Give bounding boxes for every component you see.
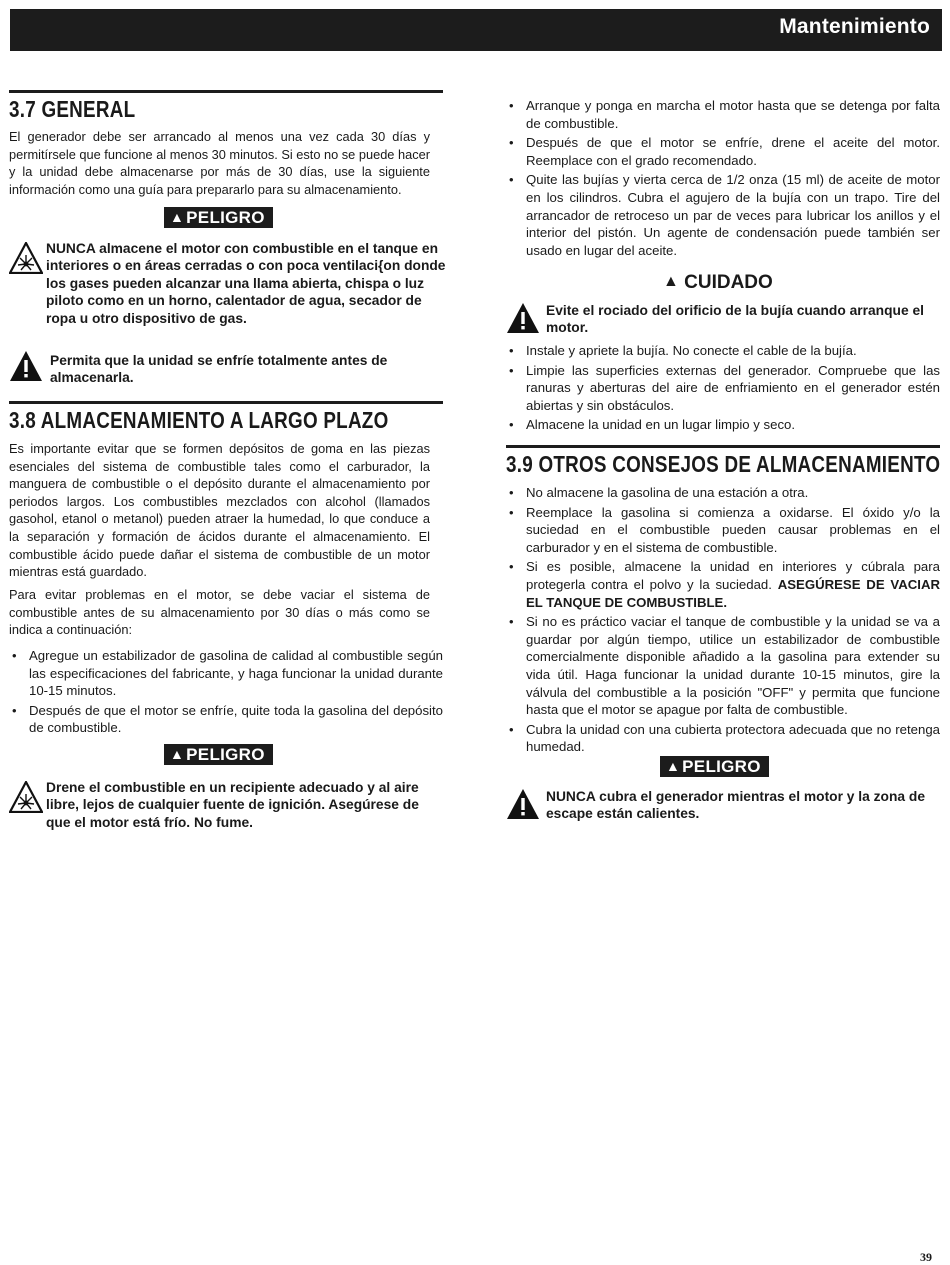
list-item: • No almacene la gasolina de una estación a otra.: [509, 485, 809, 500]
header-bar: [10, 9, 942, 51]
warning-triangle-icon: [506, 788, 540, 820]
list-item: • Si no es práctico vaciar el tanque de combustible y la unidad se va a guardar por algún tiempo, utilice un estabilizador de combustible comercialmente disponible añadido a la gasolina para extender su vida útil. Haga funcionar la unidad durante 10-15 minutos, gire la válvula del combustible a la posición "OFF" y permita que funcione hasta que el motor se apague por falta de combustible.: [509, 614, 940, 718]
danger-badge: ▲ PELIGRO: [660, 756, 769, 777]
list-item: • Si es posible, almacene la unidad en interiores y cúbrala para protegerla contra el polvo y la suciedad. ASEGÚRESE DE VACIAR EL TANQUE DE COMBUSTIBLE.: [509, 559, 940, 610]
section-title-3-8: 3.8 ALMACENAMIENTO A LARGO PLAZO: [9, 407, 389, 433]
storage-tips-list: [506, 484, 940, 758]
warning-triangle-icon: ▲: [170, 209, 185, 225]
long-storage-paragraph-2: Para evitar problemas en el motor, se debe vaciar el sistema de combustible antes de su almacenamiento por 30 días o más como se indica a continuación:: [9, 587, 430, 638]
list-item: • Después de que el motor se enfríe, drene el aceite del motor. Reemplace con el grado recomendado.: [509, 135, 940, 168]
long-storage-paragraph-1: Es importante evitar que se formen depósitos de goma en las piezas esenciales del sistema de combustible tales como el carburador, la manguera de combustible o el depósito durante el almacenamiento por periodos largos. Los combustibles mezclados con alcohol (llamados gasohol, etanol o metanol) pueden atraer la humedad, lo que conduce a la separación y formación de ácidos durante el almacenamiento. El combustible ácido puede dañar el sistema de combustible de un motor mientras está guardado.: [9, 441, 430, 580]
danger-badge: ▲ PELIGRO: [164, 207, 273, 228]
list-item: • Quite las bujías y vierta cerca de 1/2 onza (15 ml) de aceite de motor en los cilindros. Cubra el agujero de la bujía con un trapo. Tire del arrancador de retroceso un par de veces para lubricar los anillos y el interior del pistón. Un agente de condensación puede también ser usado en lugar del aceite.: [509, 172, 940, 258]
list-item: • Reemplace la gasolina si comienza a oxidarse. El óxido y/o la suciedad en el combustible pueden causar problemas en el carburador y en el sistema de combustible.: [509, 504, 940, 555]
long-storage-bullet-list: [9, 647, 443, 739]
section-rule: [506, 445, 940, 448]
warning-triangle-icon: ▲: [663, 273, 679, 290]
warning-triangle-icon: [9, 350, 43, 382]
list-item: • Almacene la unidad en un lugar limpio y seco.: [509, 417, 796, 433]
storage-steps-list: [506, 97, 940, 261]
list-item: • Agregue un estabilizador de gasolina de calidad al combustible según las especificaciones del fabricante, y haga funcionar la unidad durante 10-15 minutos.: [12, 648, 443, 699]
list-item: • Limpie las superficies externas del generador. Compruebe que las ranuras y aberturas del aire de enfriamiento en el generador estén abiertas y sin obstáculos.: [509, 362, 940, 413]
warning-text: Permita que la unidad se enfríe totalmente antes de almacenarla.: [50, 353, 388, 386]
caution-heading: ▲ CUIDADO: [663, 272, 773, 293]
caution-text: Evite el rociado del orificio de la bujía cuando arranque el motor.: [546, 303, 924, 336]
danger-text: NUNCA cubra el generador mientras el motor y la zona de escape están calientes.: [546, 789, 925, 822]
page-number: 39: [920, 1250, 932, 1264]
danger-text: Drene el combustible en un recipiente adecuado y al aire libre, lejos de cualquier fuente de ignición. Asegúrese de que el motor está frío. No fume.: [46, 780, 419, 830]
general-paragraph: El generador debe ser arrancado al menos una vez cada 30 días y permitírsele que funcione al menos 30 minutos. Si esto no se puede hacer y la unidad debe almacenarse por más de 30 días, use la siguiente información como una guía para prepararlo para su almacenamiento.: [9, 129, 430, 197]
list-item: • Cubra la unidad con una cubierta protectora adecuada que no retenga humedad.: [509, 721, 940, 755]
explosion-hazard-icon: [9, 781, 43, 813]
list-item: • Instale y apriete la bujía. No conecte el cable de la bujía.: [509, 343, 857, 358]
danger-badge: ▲ PELIGRO: [164, 744, 273, 765]
section-rule: [9, 401, 443, 404]
warning-triangle-icon: [506, 302, 540, 334]
section-title-3-9: 3.9 OTROS CONSEJOS DE ALMACENAMIENTO: [506, 451, 941, 477]
list-item: • Arranque y ponga en marcha el motor hasta que se detenga por falta de combustible.: [509, 98, 940, 131]
warning-triangle-icon: ▲: [170, 746, 185, 762]
list-item: • Después de que el motor se enfríe, quite toda la gasolina del depósito de combustible.: [12, 702, 443, 736]
section-rule: [9, 90, 443, 93]
warning-triangle-icon: ▲: [666, 758, 681, 774]
explosion-hazard-icon: [9, 242, 43, 274]
danger-text: NUNCA almacene el motor con combustible en el tanque en interiores o en áreas cerradas o con poca ventilaci{on donde los gases pueden alcanzar una llama abierta, chispa o luz piloto como en un horno, calentador de agua, secador de ropa u otro dispositivo de gas.: [46, 241, 446, 326]
section-title-3-7: 3.7 GENERAL: [9, 96, 136, 122]
storage-steps-list-2: [506, 342, 940, 436]
page-title: Mantenimiento: [779, 15, 930, 38]
